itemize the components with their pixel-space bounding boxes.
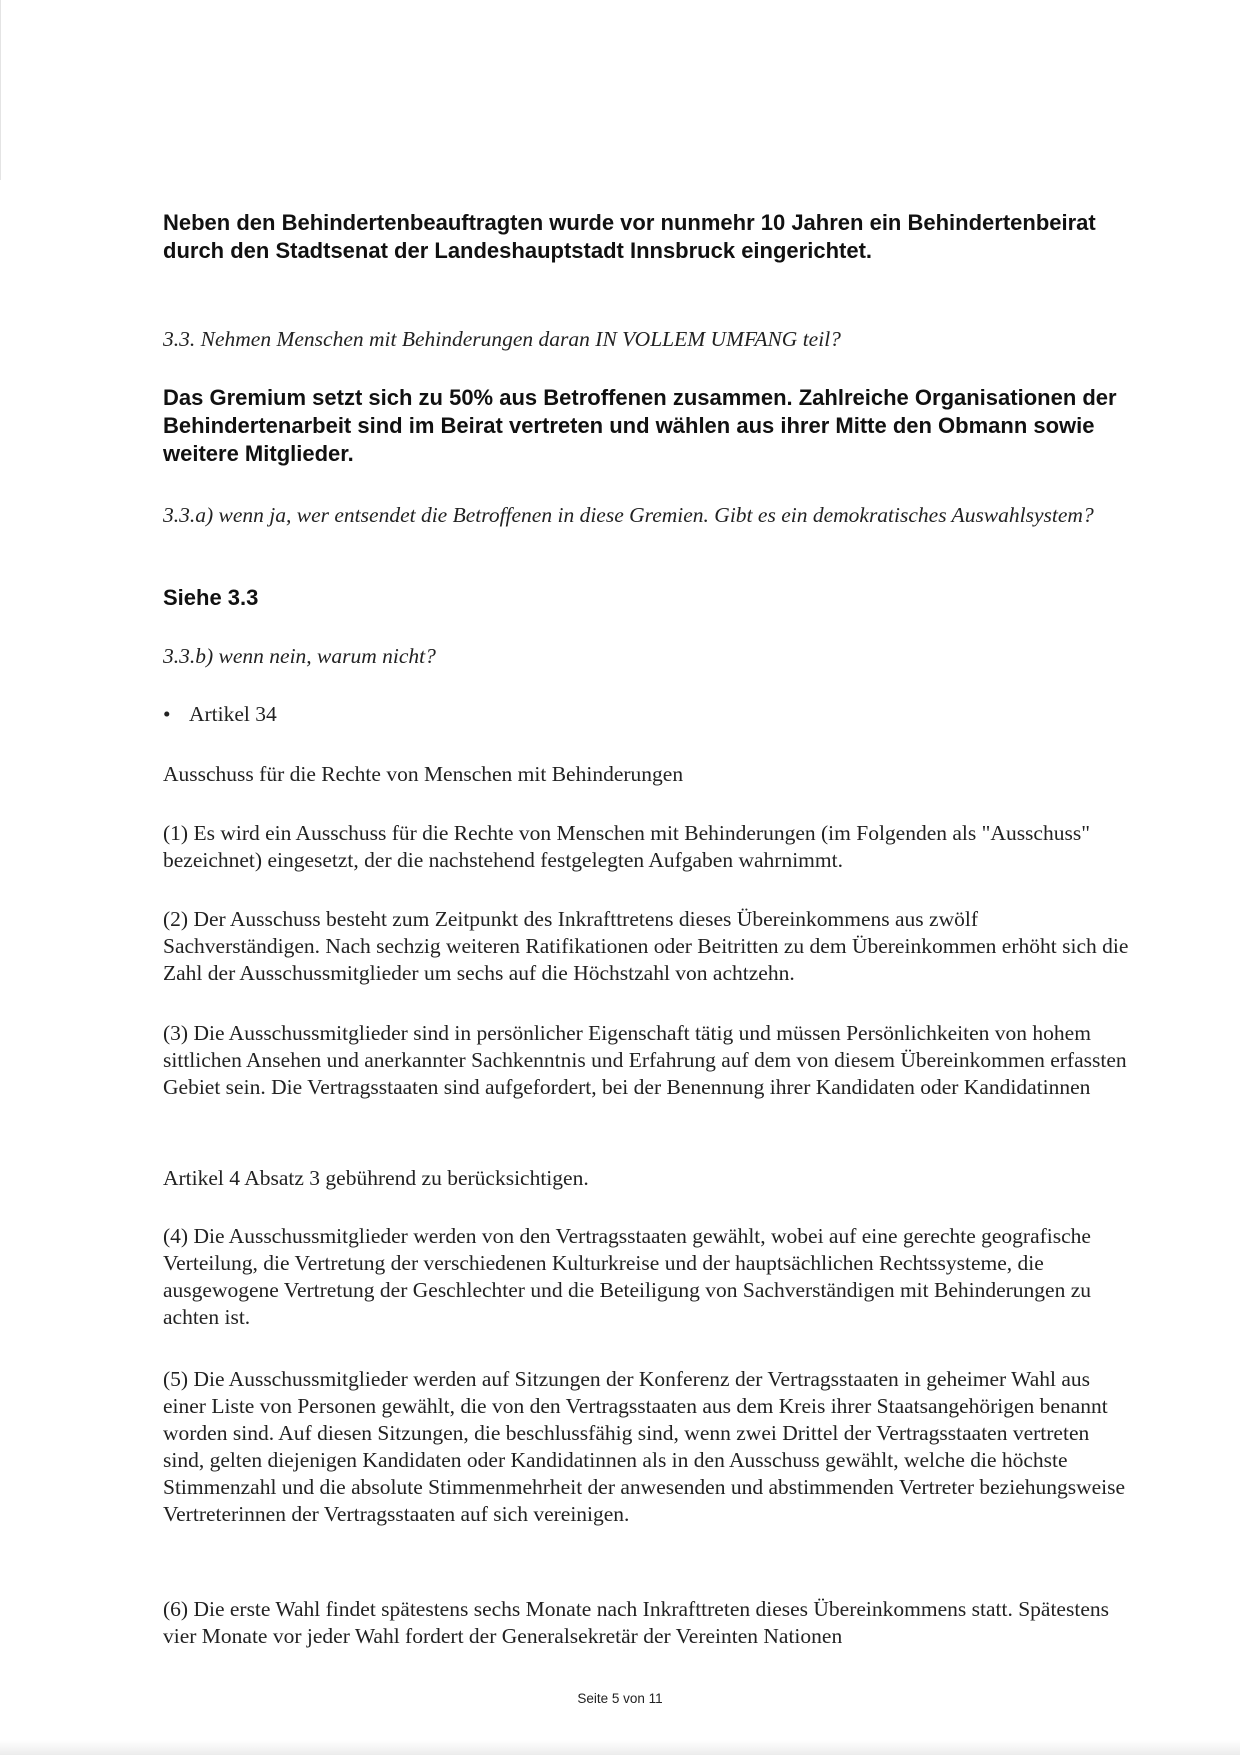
article-heading [163,701,1133,728]
intro-paragraph: Neben den Behindertenbeauftragten wurde vor nunmehr 10 Jahren ein Behindertenbeirat durch den Stadtsenat der Landeshauptstadt Innsbruck eingerichtet. [163,210,1096,263]
article-heading-text: Artikel 34 [189,702,277,726]
article-paragraph-4: (4) Die Ausschussmitglieder werden von den Vertragsstaaten gewählt, wobei auf eine gerechte geografische Verteilung, die Vertretung der verschiedenen Kulturkreise und der hauptsächlichen Rechtssysteme, die ausgewogene Vertretung der Geschlechter und die Beteiligung von Sachverständigen mit Behinderungen zu achten ist. [163,1224,1092,1329]
scan-bottom-edge [0,1740,1240,1755]
question-3-3b: 3.3.b) wenn nein, warum nicht? [163,644,436,668]
article-paragraph-2: (2) Der Ausschuss besteht zum Zeitpunkt des Inkrafttretens dieses Übereinkommens aus zwölf Sachverständigen. Nach sechzig weiteren Ratifikationen oder Beitritten zu dem Übereinkommen erhöht sich die Zahl der Ausschussmitglieder um sechs auf die Höchstzahl von achtzehn. [163,907,1129,985]
answer-3-3: Das Gremium setzt sich zu 50% aus Betroffenen zusammen. Zahlreiche Organisationen der Behindertenarbeit sind im Beirat vertreten und wählen aus ihrer Mitte den Obmann sowie weitere Mitglieder. [163,385,1117,466]
article-paragraph-6: (6) Die erste Wahl findet spätestens sechs Monate nach Inkrafttreten dieses Übereinkommens statt. Spätestens vier Monate vor jeder Wahl fordert der Generalsekretär der Vereinten Nationen [163,1597,1109,1648]
article-paragraph-3-continued: Artikel 4 Absatz 3 gebührend zu berücksichtigen. [163,1166,589,1190]
question-3-3: 3.3. Nehmen Menschen mit Behinderungen daran IN VOLLEM UMFANG teil? [163,327,841,351]
bullet-icon: • [163,702,171,726]
answer-3-3a: Siehe 3.3 [163,585,259,610]
page-number: Seite 5 von 11 [577,1691,663,1706]
page-edge [0,0,11,180]
article-paragraph-1: (1) Es wird ein Ausschuss für die Rechte von Menschen mit Behinderungen (im Folgenden als "Ausschuss" bezeichnet) eingesetzt, der die nachstehend festgelegten Aufgaben wahrnimmt. [163,821,1090,872]
article-paragraph-3: (3) Die Ausschussmitglieder sind in persönlicher Eigenschaft tätig und müssen Persönlichkeiten von hohem sittlichen Ansehen und anerkannter Sachkenntnis und Erfahrung auf dem von diesem Übereinkommen erfassten Gebiet sein. Die Vertragsstaaten sind aufgefordert, bei der Benennung ihrer Kandidaten oder Kandidatinnen [163,1021,1127,1099]
article-title: Ausschuss für die Rechte von Menschen mit Behinderungen [163,762,684,786]
question-3-3a: 3.3.a) wenn ja, wer entsendet die Betroffenen in diese Gremien. Gibt es ein demokratisches Auswahlsystem? [163,503,1094,527]
article-paragraph-5: (5) Die Ausschussmitglieder werden auf Sitzungen der Konferenz der Vertragsstaaten in geheimer Wahl aus einer Liste von Personen gewählt, die von den Vertragsstaaten aus dem Kreis ihrer Staatsangehörigen benannt worden sind. Auf diesen Sitzungen, die beschlussfähig sind, wenn zwei Drittel der Vertragsstaaten vertreten sind, gelten diejenigen Kandidaten oder Kandidatinnen als in den Ausschuss gewählt, welche die höchste Stimmenzahl und die absolute Stimmenmehrheit der anwesenden und abstimmenden Vertreter beziehungsweise Vertreterinnen der Vertragsstaaten auf sich vereinigen. [163,1367,1126,1526]
